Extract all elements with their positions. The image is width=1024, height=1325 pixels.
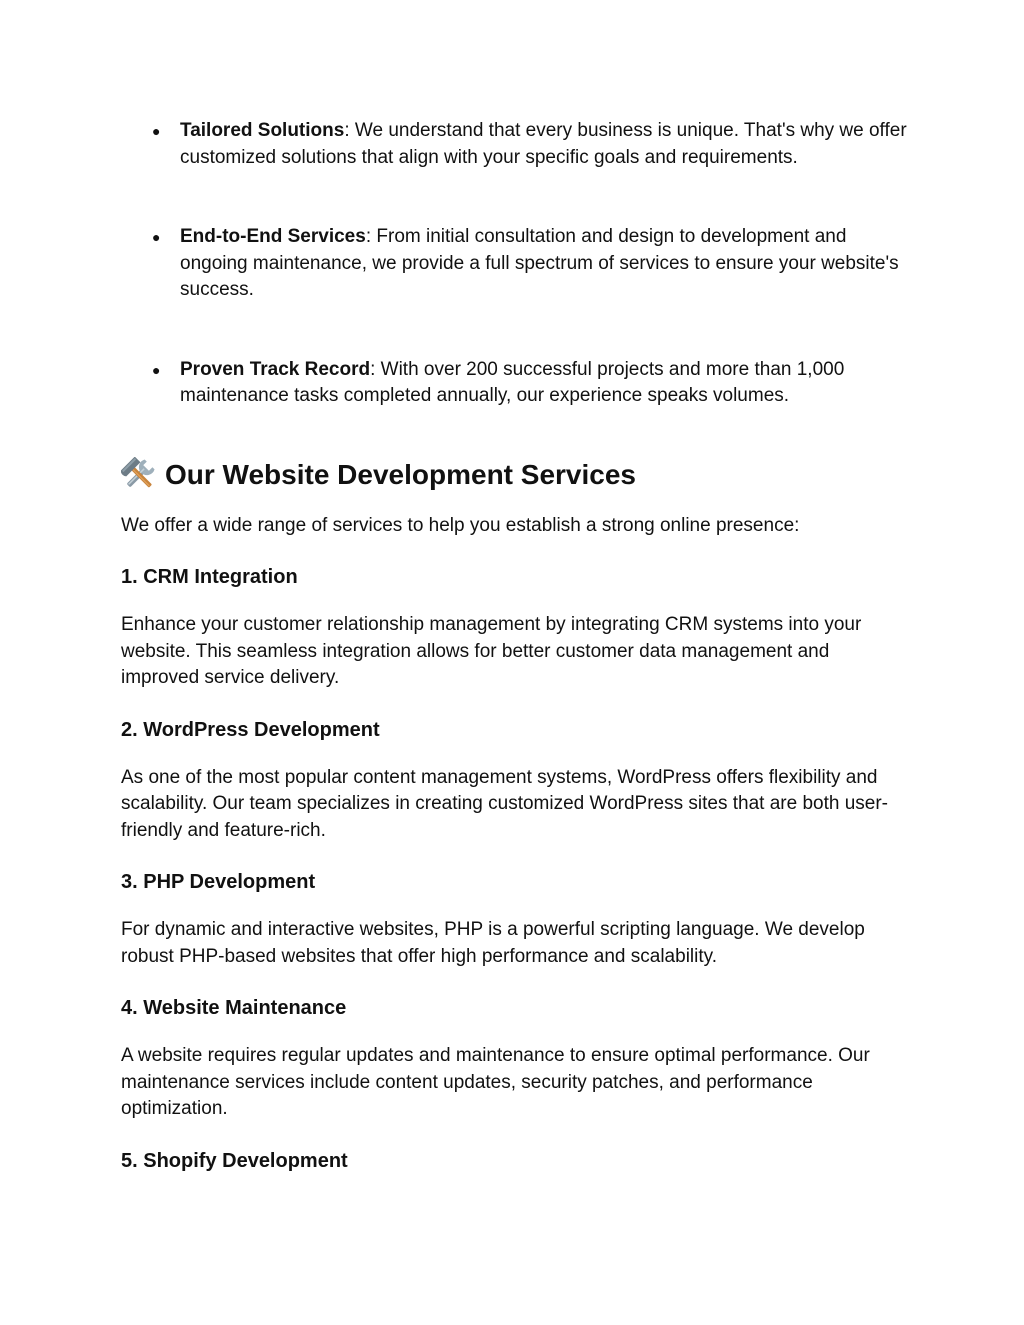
bullet-text: : From initial consultation and design to development and ongoing maintenance, we provide a full spectrum of services to ensure your website's success. (180, 226, 899, 300)
bullet-text: : We understand that every business is unique. That's why we offer customized solutions that align with your specific goals and requirements. (180, 120, 907, 168)
service-heading: 5. Shopify Development (121, 1149, 348, 1172)
bullet-title: Tailored Solutions (180, 120, 345, 141)
bullet-title: End-to-End Services (180, 226, 366, 247)
bullet-icon: ● (152, 123, 161, 139)
service-heading: 4. Website Maintenance (121, 997, 347, 1019)
bullet-title: Proven Track Record (180, 358, 371, 380)
document-page (121, 118, 911, 1174)
service-description: A website requires regular updates and maintenance to ensure optimal performance. Our maintenance services include content updates, security patches, and performance optimization. (121, 1045, 870, 1119)
bullet-icon: ● (152, 361, 161, 378)
service-heading: 3. PHP Development (121, 871, 316, 893)
bullet-text: : With over 200 successful projects and more than 1,000 maintenance tasks completed annually, our experience speaks volumes. (180, 358, 845, 406)
list-item (121, 118, 911, 171)
hammer-and-wrench-icon (121, 457, 157, 493)
list-item (121, 224, 911, 304)
service-description: As one of the most popular content management systems, WordPress offers flexibility and scalability. Our team specializes in creating customized WordPress sites that are both user-friendly and feature-rich. (121, 766, 889, 841)
service-heading: 1. CRM Integration (121, 566, 298, 588)
list-item (121, 357, 911, 410)
service-description: Enhance your customer relationship management by integrating CRM systems into your website. This seamless integration allows for better customer data management and improved service delivery. (121, 614, 862, 688)
service-heading: 2. WordPress Development (121, 718, 380, 741)
benefits-list (121, 118, 911, 410)
section-intro: We offer a wide range of services to help you establish a strong online presence: (121, 514, 800, 536)
bullet-icon: ● (152, 229, 161, 245)
service-description: For dynamic and interactive websites, PHP is a powerful scripting language. We develop robust PHP-based websites that offer high performance and scalability. (121, 919, 865, 967)
section-title: Our Website Development Services (165, 458, 636, 490)
section-heading (121, 455, 911, 495)
